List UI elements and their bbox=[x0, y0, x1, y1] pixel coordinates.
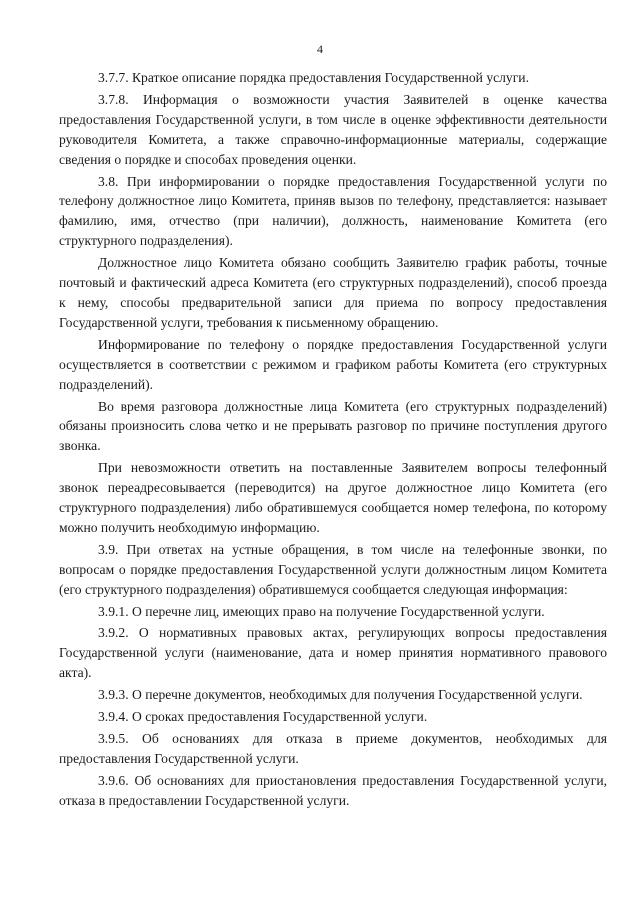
paragraph-3-9-6: 3.9.6. Об основаниях для приостановления предоставления Государственной услуги, отказа в предоставлении Государственной услуги. bbox=[59, 772, 607, 808]
paragraph-3-9-4: 3.9.4. О сроках предоставления Государственной услуги. bbox=[98, 709, 428, 725]
paragraph-3-9-1: 3.9.1. О перечне лиц, имеющих право на получение Государственной услуги. bbox=[98, 603, 545, 619]
paragraph-official-duties: Должностное лицо Комитета обязано сообщить Заявителю график работы, точные почтовый и фактический адреса Комитета (его структурных подразделений), способ проезда к нему, способы предварительной записи для приема по вопросу предоставления Государственной услуги, требования к письменному обращению. bbox=[59, 255, 607, 330]
paragraph-3-9-2: 3.9.2. О нормативных правовых актах, регулирующих вопросы предоставления Государственной услуги (наименование, дата и номер принятия нормативного правового акта). bbox=[59, 625, 607, 681]
document-body bbox=[59, 68, 607, 811]
paragraph-3-9-5: 3.9.5. Об основаниях для отказа в приеме документов, необходимых для предоставления Государственной услуги. bbox=[59, 731, 607, 766]
page-number: 4 bbox=[317, 42, 323, 56]
paragraph-call-redirect: При невозможности ответить на поставленные Заявителем вопросы телефонный звонок переадресовывается (переводится) на другое должностное лицо Комитета (его структурного подразделения) либо обратившемуся сообщается номер телефона, по которому можно получить необходимую информацию. bbox=[59, 460, 607, 535]
paragraph-phone-informing: Информирование по телефону о порядке предоставления Государственной услуги осуществляется в соответствии с режимом и графиком работы Комитета (его структурных подразделений). bbox=[59, 336, 607, 392]
paragraph-3-9: 3.9. При ответах на устные обращения, в том числе на телефонные звонки, по вопросам о порядке предоставления Государственной услуги должностным лицом Комитета (его структурного подразделения) обратившемуся сообщается следующая информация: bbox=[59, 541, 607, 597]
paragraph-3-8: 3.8. При информировании о порядке предоставления Государственной услуги по телефону должностное лицо Комитета, приняв вызов по телефону, представляется: называет фамилию, имя, отчество (при наличии), должность, наименование Комитета (его структурного подразделения). bbox=[59, 173, 607, 249]
paragraph-3-7-7: 3.7.7. Краткое описание порядка предоставления Государственной услуги. bbox=[98, 70, 529, 85]
paragraph-conversation-rules: Во время разговора должностные лица Комитета (его структурных подразделений) обязаны произносить слова четко и не прерывать разговор по причине поступления другого звонка. bbox=[59, 398, 607, 454]
paragraph-3-9-3: 3.9.3. О перечне документов, необходимых для получения Государственной услуги. bbox=[98, 687, 583, 703]
paragraph-3-7-8: 3.7.8. Информация о возможности участия Заявителей в оценке качества предоставления Государственной услуги, в том числе в оценке эффективности деятельности руководителя Комитета, а также справочно-информационные материалы, содержащие сведения о порядке и способах проведения оценки. bbox=[59, 91, 607, 167]
